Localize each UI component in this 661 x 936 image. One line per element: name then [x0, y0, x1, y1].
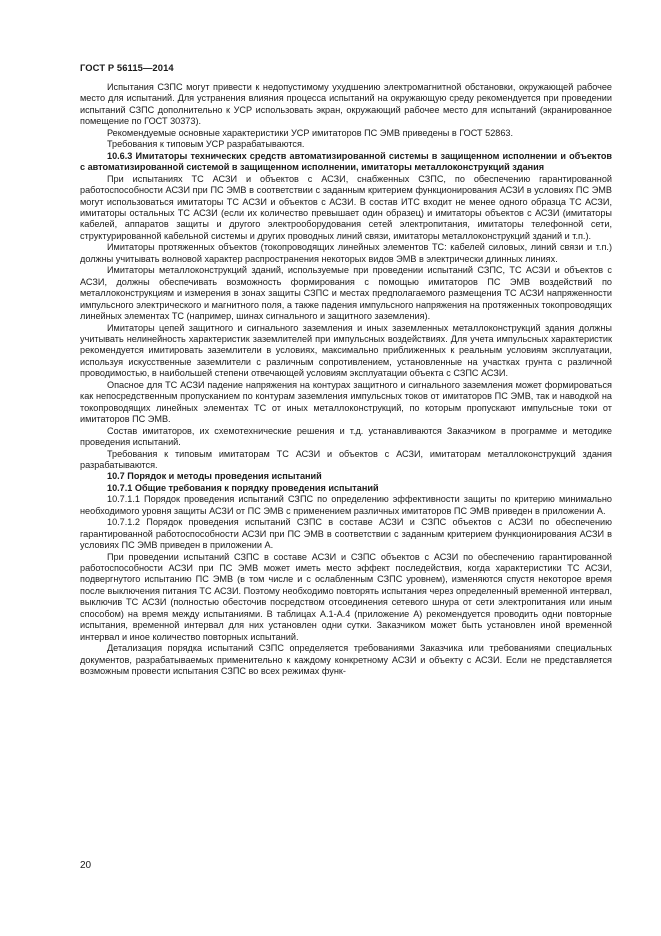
- subsection-heading: 10.7.1 Общие требования к порядку проведения испытаний: [107, 482, 379, 493]
- paragraph: Рекомендуемые основные характеристики УСР имитаторов ПС ЭМВ приведены в ГОСТ 52863.: [107, 127, 514, 138]
- paragraph: Требования к типовым имитаторам ТС АСЗИ и объектов с АСЗИ, имитаторам металлоконструкций здания разрабатываются.: [80, 448, 612, 470]
- paragraph: 10.7.1.1 Порядок проведения испытаний СЗПС по определению эффективности защиты по критерию минимально необходимого уровня защиты АСЗИ от ПС ЭМВ с применением различных имитаторов ПС ЭМВ приведен в приложении А.: [80, 494, 612, 516]
- document-body: [80, 82, 612, 678]
- paragraph: Детализация порядка испытаний СЗПС определяется требованиями Заказчика или требованиями специальных документов, разрабатываемых применительно к каждому конкретному АСЗИ и объекту с АСЗИ. Если не представляется возможным провести испытания СЗПС во всех режимах функ-: [80, 643, 612, 677]
- paragraph: Состав имитаторов, их схемотехнические решения и т.д. устанавливаются Заказчиком в программе и методике проведения испытаний.: [80, 425, 612, 448]
- paragraph: Имитаторы протяженных объектов (токопроводящих линейных элементов ТС: кабелей силовых, линий связи и т.п.) должны учитывать волновой характер распространения некоторых видов ЭМВ в электрически длинных линиях.: [80, 242, 612, 264]
- page-number: 20: [80, 860, 92, 871]
- paragraph: Опасное для ТС АСЗИ падение напряжения на контурах защитного и сигнального заземления может формироваться как непосредственным пропусканием по контурам заземления импульсных токов от имитаторов ПС ЭМВ, так и наводкой на токопроводящих линейных элементах ТС от иных металлоконструкций, по которым пропускают импульсные токи от имитаторов ПС ЭМВ.: [80, 379, 612, 425]
- document-header: ГОСТ Р 56115—2014: [80, 62, 174, 73]
- paragraph: 10.7.1.2 Порядок проведения испытаний СЗПС в составе АСЗИ и СЗПС объектов с АСЗИ по обеспечению гарантированной работоспособности АСЗИ при ПС ЭМВ в соответствии с заданным критерием функционирования АСЗИ в условиях ПС ЭМВ приведен в приложении А.: [80, 517, 612, 551]
- paragraph: При испытаниях ТС АСЗИ и объектов с АСЗИ, снабженных СЗПС, по обеспечению гарантированной работоспособности АСЗИ при ПС ЭМВ в соответствии с заданным критерием функционирования АСЗИ в условиях ПС ЭМВ могут использоваться имитаторы ТС АСЗИ и объектов с АСЗИ. В состав ИТС входит не менее одного образца ТС АСЗИ, имитаторы остальных ТС АСЗИ (если их количество превышает один образец) и имитаторы объектов с АСЗИ (имитаторы кабелей, аппаратов защиты и другого электрооборудования сетей электропитания, имитаторы телефонной сети, структурированной кабельной системы и других проводных линий связи, имитаторы металлоконструкций зданий и т.п.).: [80, 173, 612, 241]
- section-heading: 10.6.3 Имитаторы технических средств автоматизированной системы в защищенном исполнении и объектов с автоматизированной системой в защищенном исполнении, имитаторы металлоконструкций здания: [80, 150, 612, 173]
- paragraph: Требования к типовым УСР разрабатываются.: [107, 139, 305, 150]
- paragraph: Испытания СЗПС могут привести к недопустимому ухудшению электромагнитной обстановки, окружающей рабочее место для испытаний. Для устранения влияния процесса испытаний на окружающую среду рекомендуется при проведении испытаний СЗПС дополнительно к УСР использовать экран, окружающий рабочее место для испытаний (экранированное помещение по ГОСТ 30373).: [80, 82, 612, 127]
- paragraph: Имитаторы цепей защитного и сигнального заземления и иных заземленных металлоконструкций здания должны учитывать нелинейность характеристик заземлителей при импульсных воздействиях. Для учета импульсных характеристик рекомендуется имитировать заземлители в условиях, максимально приближенных к реальным условиям эксплуатации, используя искусственные заземлители с различным сопротивлением, установленные на участках грунта с различной проводимостью, в наибольшей степени отвечающей условиям эксплуатации объекта с СЗПС АСЗИ.: [80, 322, 612, 379]
- paragraph: Имитаторы металлоконструкций зданий, используемые при проведении испытаний СЗПС, ТС АСЗИ и объектов с АСЗИ, должны обеспечивать возможность формирования с помощью имитаторов ПС ЭМВ воздействий по металлоконструкциям и измерения в зонах защиты СЗПС и местах предполагаемого размещения ТС АСЗИ напряженности импульсного электрического и магнитного поля, а также падения импульсного напряжения на протяженных токопроводящих линейных элементах ТС (например, шинах сигнального и защитного заземления).: [80, 265, 612, 322]
- section-heading: 10.7 Порядок и методы проведения испытаний: [107, 471, 322, 482]
- paragraph: При проведении испытаний СЗПС в составе АСЗИ и СЗПС объектов с АСЗИ по обеспечению гарантированной работоспособности АСЗИ при ПС ЭМВ может иметь место эффект последействия, когда характеристики ТС АСЗИ, подвергнутого испытанию ПС ЭМВ (в том числе и с ослабленным СЗПС уровнем), изменяются спустя некоторое время после выключения питания ТС АСЗИ. Поэтому необходимо повторять испытания через определенный временной интервал, выключив ТС АСЗИ (полностью обесточив посредством отсоединения сетевого шнура от сети электропитания или иным способом) на время между испытаниями. В таблицах А.1-А.4 (приложение А) рекомендуется проводить одни повторные испытания, временной интервал для них установлен одни сутки. Заказчиком может быть установлен иной временной интервал и иное количество повторных испытаний.: [80, 551, 612, 642]
